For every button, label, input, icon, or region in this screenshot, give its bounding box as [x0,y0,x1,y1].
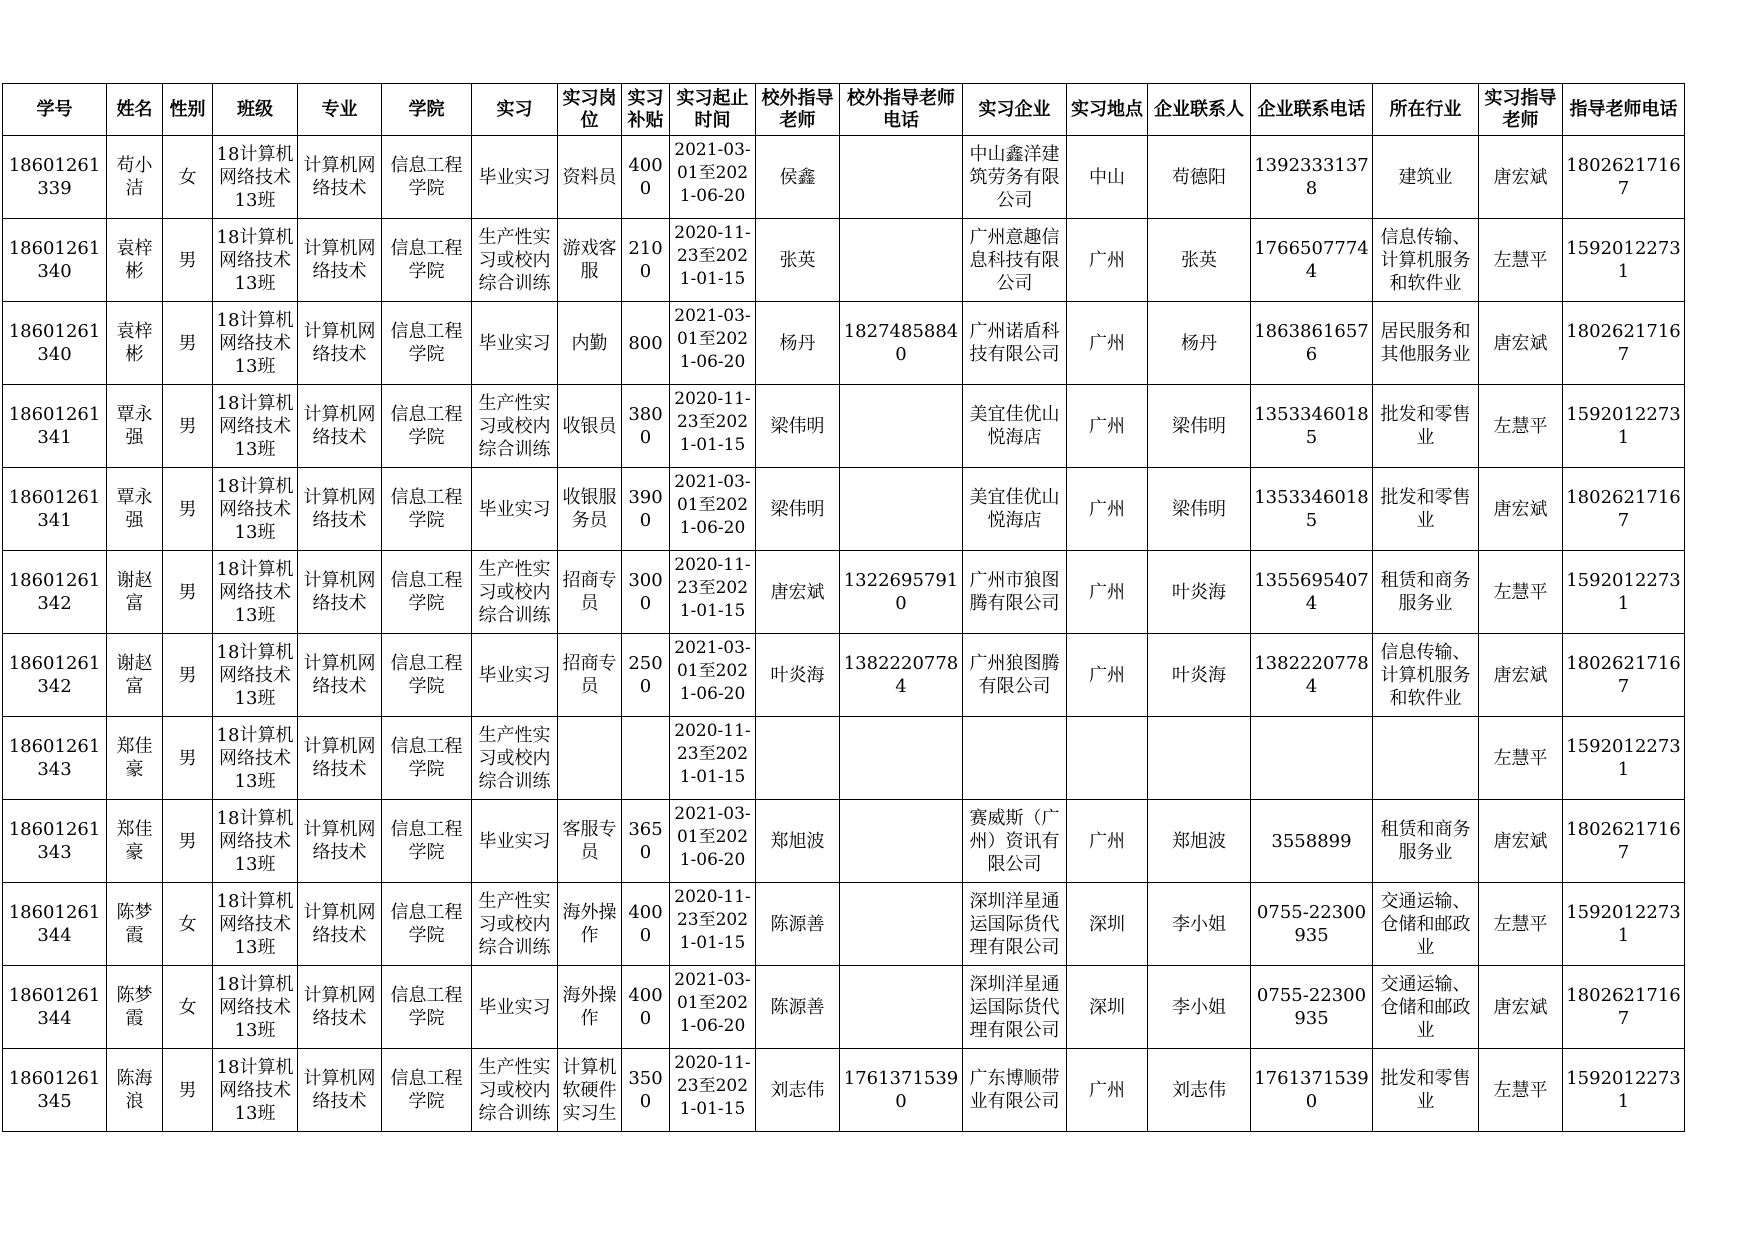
table-cell: 男 [163,385,213,468]
table-cell: 广州 [1067,634,1148,717]
table-cell: 18601261344 [3,883,107,966]
table-cell: 袁梓彬 [107,302,163,385]
column-header: 企业联系人 [1148,84,1251,136]
table-cell: 唐宏斌 [1479,634,1563,717]
date-range: 2021-03-01至2021-06-20 [674,306,751,372]
table-cell: 陈源善 [756,966,840,1049]
column-header: 实习 [472,84,558,136]
table-cell: 广州意趣信息科技有限公司 [963,219,1067,302]
table-cell [840,800,963,883]
column-header: 班级 [213,84,298,136]
table-cell: 覃永强 [107,385,163,468]
table-cell: 0755-22300935 [1251,966,1373,1049]
table-cell: 18026217167 [1563,800,1685,883]
table-cell: 信息工程学院 [382,385,472,468]
column-header: 企业联系电话 [1251,84,1373,136]
table-cell: 信息工程学院 [382,883,472,966]
table-cell: 招商专员 [558,634,622,717]
table-row [3,551,1685,634]
column-header: 实习岗位 [558,84,622,136]
table-body [3,136,1685,1132]
table-cell: 批发和零售业 [1373,468,1479,551]
table-cell [1067,717,1148,800]
table-cell: 游戏客服 [558,219,622,302]
table-cell: 叶炎海 [756,634,840,717]
table-cell: 租赁和商务服务业 [1373,800,1479,883]
table-cell: 18026217167 [1563,302,1685,385]
table-cell: 租赁和商务服务业 [1373,551,1479,634]
table-row [3,966,1685,1049]
table-cell: 计算机网络技术 [298,800,382,883]
table-cell: 18601261344 [3,966,107,1049]
column-header: 实习企业 [963,84,1067,136]
table-cell: 18计算机网络技术13班 [213,883,298,966]
table-cell [670,468,756,551]
table-cell: 3800 [622,385,670,468]
column-header: 校外指导老师电话 [840,84,963,136]
table-cell: 谢赵富 [107,634,163,717]
table-cell: 李小姐 [1148,883,1251,966]
table-cell: 计算机网络技术 [298,219,382,302]
table-cell: 18计算机网络技术13班 [213,219,298,302]
date-range: 2021-03-01至2021-06-20 [674,804,751,870]
table-cell: 唐宏斌 [1479,302,1563,385]
table-cell [670,634,756,717]
table-cell: 信息工程学院 [382,551,472,634]
date-range: 2021-03-01至2021-06-20 [674,638,751,704]
table-cell: 13533460185 [1251,385,1373,468]
table-cell: 美宜佳优山悦海店 [963,385,1067,468]
table-cell: 张英 [1148,219,1251,302]
table-cell: 陈梦霞 [107,966,163,1049]
column-header: 学院 [382,84,472,136]
table-cell: 郑旭波 [1148,800,1251,883]
table-cell [1373,717,1479,800]
table-cell: 内勤 [558,302,622,385]
table-cell: 信息工程学院 [382,634,472,717]
table-cell: 叶炎海 [1148,551,1251,634]
table-cell: 0755-22300935 [1251,883,1373,966]
table-cell [622,717,670,800]
table-cell: 生产性实习或校内综合训练 [472,219,558,302]
table-row [3,385,1685,468]
table-cell: 交通运输、仓储和邮政业 [1373,966,1479,1049]
table-cell [1251,717,1373,800]
table-cell: 18601261341 [3,468,107,551]
table-cell [963,717,1067,800]
date-range: 2021-03-01至2021-06-20 [674,970,751,1036]
table-cell: 18计算机网络技术13班 [213,468,298,551]
table-cell: 刘志伟 [756,1049,840,1132]
table-cell: 男 [163,634,213,717]
table-cell [670,1049,756,1132]
column-header: 校外指导老师 [756,84,840,136]
table-cell: 15920122731 [1563,551,1685,634]
table-cell: 18601261339 [3,136,107,219]
table-cell: 深圳 [1067,966,1148,1049]
table-cell: 侯鑫 [756,136,840,219]
table-cell: 郑旭波 [756,800,840,883]
table-cell: 13923331378 [1251,136,1373,219]
table-cell: 收银服务员 [558,468,622,551]
table-row [3,1049,1685,1132]
table-cell [670,136,756,219]
table-cell: 中山鑫洋建筑劳务有限公司 [963,136,1067,219]
table-cell [670,385,756,468]
table-cell: 广州 [1067,302,1148,385]
table-cell: 计算机软硬件实习生 [558,1049,622,1132]
table-cell: 计算机网络技术 [298,385,382,468]
table-cell: 男 [163,551,213,634]
date-range: 2020-11-23至2021-01-15 [674,721,751,787]
table-cell: 深圳洋星通运国际货代理有限公司 [963,966,1067,1049]
table-cell: 梁伟明 [1148,385,1251,468]
column-header: 学号 [3,84,107,136]
table-cell: 3000 [622,551,670,634]
table-cell: 15920122731 [1563,717,1685,800]
table-cell: 18计算机网络技术13班 [213,800,298,883]
table-cell [840,219,963,302]
table-cell: 3558899 [1251,800,1373,883]
table-cell: 生产性实习或校内综合训练 [472,1049,558,1132]
table-cell: 13533460185 [1251,468,1373,551]
table-cell: 唐宏斌 [1479,468,1563,551]
table-cell: 计算机网络技术 [298,1049,382,1132]
table-cell: 计算机网络技术 [298,966,382,1049]
table-header [3,84,1685,136]
table-cell: 15920122731 [1563,219,1685,302]
table-cell: 18计算机网络技术13班 [213,551,298,634]
table-cell: 18计算机网络技术13班 [213,136,298,219]
table-cell: 唐宏斌 [1479,136,1563,219]
table-cell: 广东博顺带业有限公司 [963,1049,1067,1132]
table-cell: 4000 [622,136,670,219]
table-cell: 毕业实习 [472,468,558,551]
table-cell: 毕业实习 [472,634,558,717]
table-cell: 广州狼图腾有限公司 [963,634,1067,717]
table-cell: 2500 [622,634,670,717]
table-cell: 信息工程学院 [382,219,472,302]
table-cell: 左慧平 [1479,385,1563,468]
table-cell: 18026217167 [1563,136,1685,219]
table-cell: 杨丹 [1148,302,1251,385]
table-cell: 4000 [622,966,670,1049]
table-cell: 18计算机网络技术13班 [213,634,298,717]
table-cell: 赛威斯（广州）资讯有限公司 [963,800,1067,883]
table-cell [670,219,756,302]
table-cell: 广州 [1067,1049,1148,1132]
table-cell: 生产性实习或校内综合训练 [472,385,558,468]
table-cell: 左慧平 [1479,1049,1563,1132]
table-cell [756,717,840,800]
table-cell: 3650 [622,800,670,883]
column-header: 实习补贴 [622,84,670,136]
table-cell: 毕业实习 [472,800,558,883]
table-cell: 计算机网络技术 [298,551,382,634]
table-cell: 18计算机网络技术13班 [213,966,298,1049]
table-row [3,219,1685,302]
table-cell: 18601261343 [3,717,107,800]
table-cell: 批发和零售业 [1373,385,1479,468]
table-cell [840,136,963,219]
table-cell [670,800,756,883]
table-cell: 建筑业 [1373,136,1479,219]
table-cell: 杨丹 [756,302,840,385]
table-cell: 陈源善 [756,883,840,966]
table-cell: 中山 [1067,136,1148,219]
table-cell: 计算机网络技术 [298,136,382,219]
table-cell [670,717,756,800]
table-row [3,468,1685,551]
table-cell: 唐宏斌 [756,551,840,634]
table-cell: 信息传输、计算机服务和软件业 [1373,634,1479,717]
table-cell: 深圳 [1067,883,1148,966]
table-cell: 信息工程学院 [382,302,472,385]
column-header: 指导老师电话 [1563,84,1685,136]
date-range: 2021-03-01至2021-06-20 [674,472,751,538]
date-range: 2020-11-23至2021-01-15 [674,1053,751,1119]
table-cell: 3500 [622,1049,670,1132]
table-cell: 生产性实习或校内综合训练 [472,883,558,966]
table-cell: 18601261343 [3,800,107,883]
table-cell: 17613715390 [1251,1049,1373,1132]
table-cell: 生产性实习或校内综合训练 [472,551,558,634]
table-cell: 覃永强 [107,468,163,551]
table-cell: 左慧平 [1479,551,1563,634]
table-cell: 郑佳豪 [107,717,163,800]
table-cell: 广州 [1067,800,1148,883]
table-cell: 男 [163,800,213,883]
table-cell: 男 [163,468,213,551]
table-cell: 谢赵富 [107,551,163,634]
date-range: 2021-03-01至2021-06-20 [674,140,751,206]
table-row [3,136,1685,219]
table-cell: 18638616576 [1251,302,1373,385]
table-cell: 17665077744 [1251,219,1373,302]
column-header: 所在行业 [1373,84,1479,136]
table-cell: 18026217167 [1563,966,1685,1049]
table-cell: 左慧平 [1479,883,1563,966]
table-row [3,717,1685,800]
table-row [3,302,1685,385]
column-header: 姓名 [107,84,163,136]
table-row [3,634,1685,717]
table-cell: 信息工程学院 [382,136,472,219]
table-cell [670,551,756,634]
table-cell: 18计算机网络技术13班 [213,717,298,800]
table-cell: 陈梦霞 [107,883,163,966]
table-cell: 计算机网络技术 [298,468,382,551]
table-cell: 资料员 [558,136,622,219]
table-cell: 计算机网络技术 [298,634,382,717]
column-header: 专业 [298,84,382,136]
table-cell: 13822207784 [840,634,963,717]
internship-table [2,83,1685,1132]
table-cell: 陈海浪 [107,1049,163,1132]
table-cell: 苟德阳 [1148,136,1251,219]
table-cell: 18601261340 [3,219,107,302]
table-cell: 毕业实习 [472,136,558,219]
table-cell: 13226957910 [840,551,963,634]
table-cell: 毕业实习 [472,302,558,385]
table-cell: 苟小洁 [107,136,163,219]
table-cell: 深圳洋星通运国际货代理有限公司 [963,883,1067,966]
table-cell: 男 [163,1049,213,1132]
table-cell: 18计算机网络技术13班 [213,1049,298,1132]
table-cell: 18601261341 [3,385,107,468]
table-cell: 15920122731 [1563,1049,1685,1132]
table-cell: 左慧平 [1479,219,1563,302]
table-cell [1148,717,1251,800]
table-cell [670,966,756,1049]
table-cell [840,883,963,966]
table-cell [670,883,756,966]
table-cell: 计算机网络技术 [298,302,382,385]
table-cell: 梁伟明 [756,468,840,551]
table-cell: 刘志伟 [1148,1049,1251,1132]
table-cell: 18601261340 [3,302,107,385]
table-cell: 男 [163,302,213,385]
table-cell: 15920122731 [1563,385,1685,468]
table-row [3,883,1685,966]
table-cell: 梁伟明 [1148,468,1251,551]
table-cell: 郑佳豪 [107,800,163,883]
date-range: 2020-11-23至2021-01-15 [674,887,751,953]
date-range: 2020-11-23至2021-01-15 [674,223,751,289]
table-cell: 生产性实习或校内综合训练 [472,717,558,800]
table-row [3,800,1685,883]
table-cell: 李小姐 [1148,966,1251,1049]
table-cell [840,385,963,468]
table-cell: 招商专员 [558,551,622,634]
header-row [3,84,1685,136]
table-cell: 海外操作 [558,883,622,966]
table-cell: 信息传输、计算机服务和软件业 [1373,219,1479,302]
table-cell: 计算机网络技术 [298,717,382,800]
table-cell: 广州市狼图腾有限公司 [963,551,1067,634]
table-cell: 18601261342 [3,634,107,717]
table-cell: 收银员 [558,385,622,468]
table-cell [840,717,963,800]
table-cell: 2100 [622,219,670,302]
table-cell: 18计算机网络技术13班 [213,302,298,385]
table-cell: 男 [163,717,213,800]
table-cell: 袁梓彬 [107,219,163,302]
table-cell: 13556954074 [1251,551,1373,634]
table-cell: 13822207784 [1251,634,1373,717]
table-cell: 张英 [756,219,840,302]
table-cell: 信息工程学院 [382,468,472,551]
table-cell: 3900 [622,468,670,551]
table-cell: 女 [163,966,213,1049]
table-cell: 15920122731 [1563,883,1685,966]
table-cell: 左慧平 [1479,717,1563,800]
table-cell: 计算机网络技术 [298,883,382,966]
table-cell: 海外操作 [558,966,622,1049]
table-cell: 18026217167 [1563,634,1685,717]
table-cell: 18601261345 [3,1049,107,1132]
table-cell: 18026217167 [1563,468,1685,551]
table-cell: 4000 [622,883,670,966]
table-cell: 居民服务和其他服务业 [1373,302,1479,385]
table-cell: 毕业实习 [472,966,558,1049]
table-cell: 女 [163,136,213,219]
table-cell: 广州 [1067,468,1148,551]
table-cell: 18274858840 [840,302,963,385]
table-cell: 交通运输、仓储和邮政业 [1373,883,1479,966]
table-cell: 唐宏斌 [1479,800,1563,883]
table-cell: 18计算机网络技术13班 [213,385,298,468]
column-header: 性别 [163,84,213,136]
table-cell: 广州诺盾科技有限公司 [963,302,1067,385]
table-cell: 广州 [1067,551,1148,634]
table-cell [558,717,622,800]
table-cell: 客服专员 [558,800,622,883]
table-cell: 信息工程学院 [382,717,472,800]
column-header: 实习指导老师 [1479,84,1563,136]
table-cell: 广州 [1067,219,1148,302]
table-cell: 信息工程学院 [382,966,472,1049]
column-header: 实习起止时间 [670,84,756,136]
table-cell: 广州 [1067,385,1148,468]
table-cell: 批发和零售业 [1373,1049,1479,1132]
table-cell: 信息工程学院 [382,1049,472,1132]
table-cell: 18601261342 [3,551,107,634]
table-cell: 梁伟明 [756,385,840,468]
table-cell: 女 [163,883,213,966]
table-cell: 17613715390 [840,1049,963,1132]
table-cell [840,966,963,1049]
table-cell [840,468,963,551]
date-range: 2020-11-23至2021-01-15 [674,389,751,455]
table-cell: 信息工程学院 [382,800,472,883]
column-header: 实习地点 [1067,84,1148,136]
table-cell: 美宜佳优山悦海店 [963,468,1067,551]
table-cell: 800 [622,302,670,385]
date-range: 2020-11-23至2021-01-15 [674,555,751,621]
table-cell: 叶炎海 [1148,634,1251,717]
table-cell: 男 [163,219,213,302]
table-cell: 唐宏斌 [1479,966,1563,1049]
table-cell [670,302,756,385]
